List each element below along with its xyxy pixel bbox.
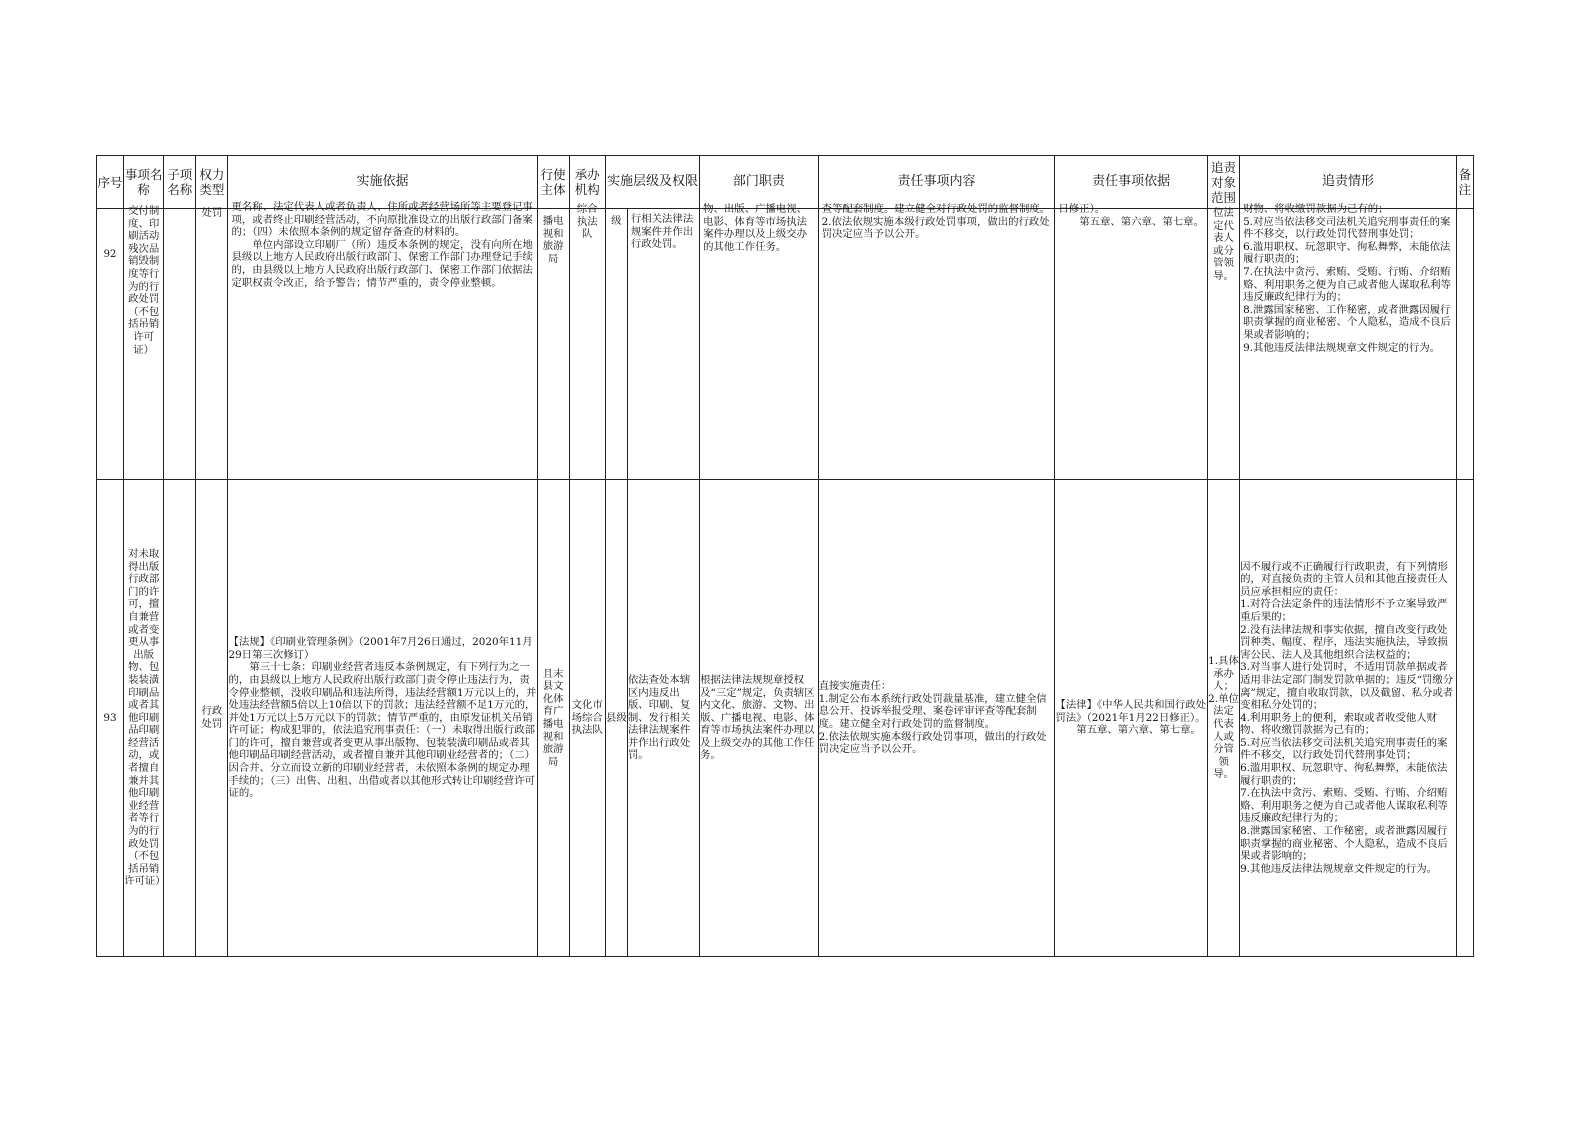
row-power-type: 处罚	[201, 207, 223, 219]
header-subject: 行使主体	[537, 156, 569, 209]
row-basis	[228, 201, 536, 471]
row-seq: 92	[103, 249, 117, 260]
table-row-92	[97, 209, 1474, 480]
row-seq: 93	[97, 480, 124, 957]
header-resp-content: 责任事项内容	[818, 156, 1055, 209]
row-power-type: 行政处罚	[196, 480, 228, 957]
row-resp-basis	[1055, 480, 1208, 957]
header-item-name: 事项名称	[124, 156, 164, 209]
header-remark: 备注	[1456, 156, 1473, 209]
row-resp-content: 查等配套制度。建立健全对行政处罚的监督制度。 2.依法依规实施本级行政处罚事项，做出的行政处罚决定应当予以公开。	[821, 203, 1051, 241]
basis-paragraph: 单位内部设立印刷厂（所）违反本条例的规定，没有向所在地县级以上地方人民政府出版行政部门、保密工作部门办理登记手续的，由县级以上地方人民政府出版行政部门、保密工作部门依据法定职权责令改正，给予警告；情节严重的，责令停业整顿。	[231, 238, 533, 289]
header-resp-basis: 责任事项依据	[1055, 156, 1208, 209]
row-remark	[1457, 209, 1473, 479]
row-item-name: 对未取得出版行政部门的许可，擅自兼营或者变更从事出版物、包装装潢印刷品或者其他印刷品印刷经营活动，或者擅自兼并其他印刷业经营者等行为的行政处罚（不包括吊销许可证）	[124, 480, 164, 957]
row-level-a: 级	[611, 215, 622, 227]
row-level-b: 依法查处本辖区内违反出版、印刷、复制、发行相关法律法规案件并作出行政处罚。	[627, 480, 699, 957]
row-duty: 根据法律法规规章授权及“三定”规定，负责辖区内文化、旅游、文物、出版、广播电视、电影、体育等市场执法案件办理以及上级交办的其他工作任务。	[700, 480, 818, 957]
row-level-a: 县级	[605, 480, 627, 957]
header-seq: 序号	[97, 156, 124, 209]
resp-basis-line: 日修正）。	[1058, 203, 1106, 215]
row-sub-item	[164, 209, 195, 479]
row-subject: 且末县文化体育广播电视和旅游局	[537, 480, 569, 957]
resp-basis-line: 第五章、第六章、第七章。	[1076, 724, 1201, 737]
basis-paragraph: 【法规】《印刷业管理条例》（2001年7月26日通过，2020年11月29日第三次修订）	[228, 636, 533, 661]
row-item-name: 交付制度、印刷活动残次品销毁制度等行为的行政处罚（不包括吊销许可证）	[128, 205, 160, 356]
header-situation: 追责情形	[1240, 156, 1457, 209]
row-resp-basis	[1055, 203, 1207, 473]
row-agency: 文化市场综合执法队	[569, 480, 605, 957]
row-resp-content: 直接实施责任： 1.制定公布本系统行政处罚裁量基准，建立健全信息公开、投诉举报受理、案卷评审评查等配套制度。建立健全对行政处罚的监督制度。 2.依法依规实施本级行政处罚事项，做出的行政处罚决定应当予以公开。	[818, 480, 1055, 957]
responsibility-table	[96, 155, 1474, 957]
row-level-b: 行相关法律法规案件并作出行政处罚。	[630, 213, 694, 251]
row-duty: 物、出版、广播电视、电影、体育等市场执法案件办理以及上级交办的其他工作任务。	[703, 203, 808, 253]
row-subject: 播电视和旅游局	[542, 215, 564, 265]
basis-paragraph: 第三十七条：印刷业经营者违反本条例规定，有下列行为之一的，由县级以上地方人民政府出版行政部门责令停止违法行为，责令停业整顿，没收印刷品和违法所得，违法经营额1万元以上的，并处违法经营额5倍以上10倍以下的罚款；违法经营额不足1万元的，并处1万元以上5万元以下的罚款；情节严重的，由原发证机关吊销许可证；构成犯罪的，依法追究刑事责任：（一）未取得出版行政部门的许可，擅自兼营或者变更从事出版物、包装装潢印刷品或者其他印刷品印刷经营活动，或者擅自兼并其他印刷业经营者的；（二）因合并、分立而设立新的印刷业经营者，未依照本条例的规定办理手续的；（三）出售、出租、出借或者以其他形式转让印刷经营许可证的。	[228, 661, 537, 800]
header-basis: 实施依据	[228, 156, 537, 209]
row-basis	[228, 480, 537, 957]
row-scope: 1.具体承办人； 2.单位法定代表人或分管领导。	[1207, 480, 1239, 957]
resp-basis-line: 第五章、第六章、第七章。	[1079, 215, 1204, 228]
header-scope: 追责对象范围	[1207, 156, 1239, 209]
row-situation: 财物、将收缴罚款据为己有的； 5.对应当依法移交司法机关追究刑事责任的案件不移交，以行政处罚代替刑事处罚； 6.滥用职权、玩忽职守、徇私舞弊，未能依法履行职责的； 7.在执法中贪污、索贿、受贿、行贿、介绍贿赂、利用职务之便为自己或者他人谋取私利等违反廉政纪律行为的； 8.泄露国家秘密、工作秘密，或者泄露因履行职责掌握的商业秘密、个人隐私，造成不良后果或者影响的； 9.其他违反法律法规规章文件规定的行为。	[1243, 203, 1451, 354]
header-duty: 部门职责	[700, 156, 818, 209]
basis-paragraph: 更名称、法定代表人或者负责人、住所或者经营场所等主要登记事项，或者终止印刷经营活动，不向原批准设立的出版行政部门备案的；（四）未依照本条例的规定留存备查的材料的。	[231, 201, 533, 239]
row-scope: 位法定代表人或分管领导。	[1213, 207, 1234, 282]
header-level: 实施层级及权限	[605, 156, 699, 209]
row-sub-item	[164, 480, 196, 957]
row-agency: 综合执法队	[576, 203, 598, 241]
resp-basis-line: 【法律】《中华人民共和国行政处罚法》（2021年1月22日修正）。	[1055, 699, 1207, 724]
table-row-93	[97, 480, 1474, 957]
header-agency: 承办机构	[569, 156, 605, 209]
row-remark	[1456, 480, 1473, 957]
header-sub-item: 子项名称	[164, 156, 196, 209]
header-power-type: 权力类型	[196, 156, 228, 209]
row-situation: 因不履行或不正确履行行政职责，有下列情形的，对直接负责的主管人员和其他直接责任人员应承担相应的责任： 1.对符合法定条件的违法情形不予立案导致严重后果的； 2.没有法律法规和事实依据，擅自改变行政处罚种类、幅度、程序，违法实施执法，导致损害公民、法人及其他组织合法权益的； 3.对当事人进行处罚时，不适用罚款单据或者适用非法定部门制发罚款单据的；违反“罚缴分离”规定，擅自收取罚款，以及截留、私分或者变相私分处罚的； 4.利用职务上的便利，索取或者收受他人财物、将收缴罚款据为己有的； 5.对应当依法移交司法机关追究刑事责任的案件不移交，以行政处罚代替刑事处罚； 6.滥用职权、玩忽职守、徇私舞弊，未能依法履行职责的； 7.在执法中贪污、索贿、受贿、行贿、介绍贿赂、利用职务之便为自己或者他人谋取私利等违反廉政纪律行为的； 8.泄露国家秘密、工作秘密，或者泄露因履行职责掌握的商业秘密、个人隐私，造成不良后果或者影响的； 9.其他违反法律法规规章文件规定的行为。	[1240, 480, 1457, 957]
